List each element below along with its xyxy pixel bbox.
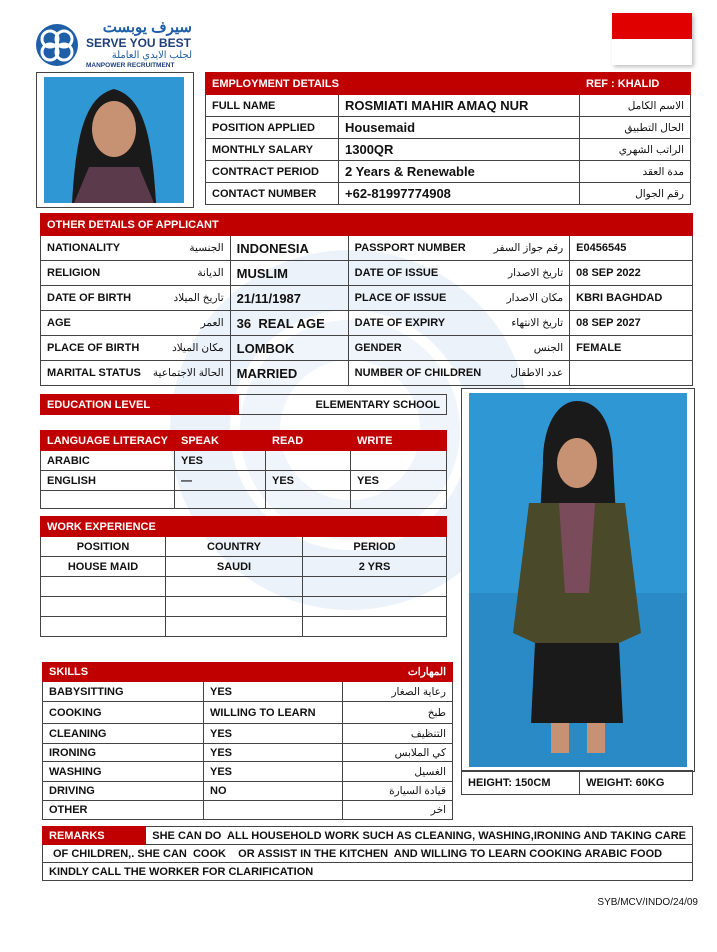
issue-place-value: KBRI BAGHDAD xyxy=(570,286,693,311)
skill-arabic: التنظيف xyxy=(343,724,453,744)
skill-value xyxy=(204,801,343,820)
position-arabic: الحال التطبيق xyxy=(580,117,691,139)
dob-value: 21/11/1987 xyxy=(230,286,348,311)
birthplace-label: PLACE OF BIRTH xyxy=(41,336,147,361)
remarks-table xyxy=(42,826,693,881)
gender-arabic: الجنس xyxy=(487,336,570,361)
skill-arabic: رعاية الصغار xyxy=(343,682,453,702)
expiry-label: DATE OF EXPIRY xyxy=(348,311,487,336)
language-name xyxy=(41,491,175,509)
education-label: EDUCATION LEVEL xyxy=(41,395,239,415)
issue-date-value: 08 SEP 2022 xyxy=(570,261,693,286)
work-period xyxy=(303,577,447,597)
age-arabic: العمر xyxy=(147,311,230,336)
passport-value: E0456545 xyxy=(570,236,693,261)
religion-label: RELIGION xyxy=(41,261,147,286)
remarks-line-3: KINDLY CALL THE WORKER FOR CLARIFICATION xyxy=(43,863,693,881)
work-position xyxy=(41,577,166,597)
age-label: AGE xyxy=(41,311,147,336)
skill-label: IRONING xyxy=(43,744,204,762)
age-value: 36 REAL AGE xyxy=(230,311,348,336)
work-col-position: POSITION xyxy=(41,537,166,557)
skill-label: BABYSITTING xyxy=(43,682,204,702)
work-period: 2 YRS xyxy=(303,557,447,577)
work-period xyxy=(303,617,447,637)
indonesia-flag xyxy=(612,13,692,65)
work-country xyxy=(166,597,303,617)
passport-label: PASSPORT NUMBER xyxy=(348,236,487,261)
education-value: ELEMENTARY SCHOOL xyxy=(239,395,447,415)
skill-value: NO xyxy=(204,782,343,801)
applicant-full-body-photo xyxy=(461,388,695,772)
contact-value: +62-81997774908 xyxy=(339,183,580,205)
full-name-label: FULL NAME xyxy=(206,95,339,117)
skill-value: WILLING TO LEARN xyxy=(204,702,343,724)
skill-arabic: الغسيل xyxy=(343,762,453,782)
applicant-portrait-photo xyxy=(36,72,194,208)
language-write xyxy=(351,491,447,509)
full-name-arabic: الاسم الكامل xyxy=(580,95,691,117)
employment-header: EMPLOYMENT DETAILS xyxy=(206,73,580,95)
language-speak: — xyxy=(175,471,266,491)
religion-arabic: الديانة xyxy=(147,261,230,286)
salary-value: 1300QR xyxy=(339,139,580,161)
work-col-country: COUNTRY xyxy=(166,537,303,557)
language-speak: YES xyxy=(175,451,266,471)
contact-label: CONTACT NUMBER xyxy=(206,183,339,205)
position-value: Housemaid xyxy=(339,117,580,139)
issue-place-arabic: مكان الاصدار xyxy=(487,286,570,311)
full-name-value: ROSMIATI MAHIR AMAQ NUR xyxy=(339,95,580,117)
nationality-label: NATIONALITY xyxy=(41,236,147,261)
language-write xyxy=(351,451,447,471)
expiry-value: 08 SEP 2027 xyxy=(570,311,693,336)
religion-value: MUSLIM xyxy=(230,261,348,286)
skills-header: SKILLS xyxy=(43,663,343,682)
skill-arabic: طبخ xyxy=(343,702,453,724)
skill-arabic: قيادة السيارة xyxy=(343,782,453,801)
document-code: SYB/MCV/INDO/24/09 xyxy=(597,897,698,908)
measurements-table xyxy=(461,770,693,795)
skill-label: CLEANING xyxy=(43,724,204,744)
weight-value: WEIGHT: 60KG xyxy=(580,771,693,795)
company-logo xyxy=(34,20,194,72)
children-label: NUMBER OF CHILDREN xyxy=(348,361,487,386)
marital-value: MARRIED xyxy=(230,361,348,386)
skill-value: YES xyxy=(204,682,343,702)
other-details-table xyxy=(40,213,693,386)
logo-arabic: سيرف يوبست xyxy=(102,19,192,36)
skill-label: WASHING xyxy=(43,762,204,782)
write-header: WRITE xyxy=(351,431,447,451)
work-experience-table xyxy=(40,516,447,637)
skill-arabic: اخر xyxy=(343,801,453,820)
work-header: WORK EXPERIENCE xyxy=(41,517,303,537)
issue-place-label: PLACE OF ISSUE xyxy=(348,286,487,311)
contact-arabic: رقم الجوال xyxy=(580,183,691,205)
other-details-header: OTHER DETAILS OF APPLICANT xyxy=(41,214,349,236)
logo-sub: MANPOWER RECRUITMENT xyxy=(86,62,175,69)
gender-label: GENDER xyxy=(348,336,487,361)
language-read: YES xyxy=(266,471,351,491)
language-name: ARABIC xyxy=(41,451,175,471)
skills-table xyxy=(42,662,453,820)
work-position: HOUSE MAID xyxy=(41,557,166,577)
work-period xyxy=(303,597,447,617)
read-header: READ xyxy=(266,431,351,451)
ref-label: REF : KHALID xyxy=(580,73,691,95)
dob-label: DATE OF BIRTH xyxy=(41,286,147,311)
issue-date-arabic: تاريخ الاصدار xyxy=(487,261,570,286)
skill-value: YES xyxy=(204,724,343,744)
speak-header: SPEAK xyxy=(175,431,266,451)
language-read xyxy=(266,491,351,509)
nationality-arabic: الجنسية xyxy=(147,236,230,261)
language-write: YES xyxy=(351,471,447,491)
work-country xyxy=(166,617,303,637)
logo-sub-arabic: لجلب الايدي العاملة xyxy=(111,50,192,61)
work-col-period: PERIOD xyxy=(303,537,447,557)
children-arabic: عدد الاطفال xyxy=(487,361,570,386)
language-speak xyxy=(175,491,266,509)
skill-value: YES xyxy=(204,744,343,762)
language-header: LANGUAGE LITERACY xyxy=(41,431,175,451)
salary-label: MONTHLY SALARY xyxy=(206,139,339,161)
contract-label: CONTRACT PERIOD xyxy=(206,161,339,183)
salary-arabic: الراتب الشهري xyxy=(580,139,691,161)
work-country: SAUDI xyxy=(166,557,303,577)
birthplace-arabic: مكان الميلاد xyxy=(147,336,230,361)
employment-details-table xyxy=(205,72,691,205)
remarks-line-2: OF CHILDREN,. SHE CAN COOK OR ASSIST IN THE KITCHEN AND WILLING TO LEARN COOKING ARABIC FOOD xyxy=(43,845,693,863)
skill-arabic: كي الملابس xyxy=(343,744,453,762)
contract-arabic: مدة العقد xyxy=(580,161,691,183)
passport-arabic: رقم جواز السفر xyxy=(487,236,570,261)
dob-arabic: تاريخ الميلاد xyxy=(147,286,230,311)
issue-date-label: DATE OF ISSUE xyxy=(348,261,487,286)
remarks-label: REMARKS xyxy=(43,827,146,845)
skill-label: DRIVING xyxy=(43,782,204,801)
nationality-value: INDONESIA xyxy=(230,236,348,261)
children-value xyxy=(570,361,693,386)
skill-label: COOKING xyxy=(43,702,204,724)
logo-name: SERVE YOU BEST xyxy=(86,36,191,50)
position-label: POSITION APPLIED xyxy=(206,117,339,139)
education-table xyxy=(40,394,447,415)
remarks-line-1: SHE CAN DO ALL HOUSEHOLD WORK SUCH AS CLEANING, WASHING,IRONING AND TAKING CARE xyxy=(146,827,693,845)
marital-label: MARITAL STATUS xyxy=(41,361,147,386)
marital-arabic: الحالة الاجتماعية xyxy=(147,361,230,386)
expiry-arabic: تاريخ الانتهاء xyxy=(487,311,570,336)
work-position xyxy=(41,597,166,617)
language-table xyxy=(40,430,447,509)
language-name: ENGLISH xyxy=(41,471,175,491)
work-position xyxy=(41,617,166,637)
skill-value: YES xyxy=(204,762,343,782)
skill-label: OTHER xyxy=(43,801,204,820)
gender-value: FEMALE xyxy=(570,336,693,361)
skills-header-arabic: المهارات xyxy=(343,663,453,682)
height-value: HEIGHT: 150CM xyxy=(462,771,580,795)
logo-knot-icon xyxy=(34,22,80,68)
work-country xyxy=(166,577,303,597)
contract-value: 2 Years & Renewable xyxy=(339,161,580,183)
birthplace-value: LOMBOK xyxy=(230,336,348,361)
language-read xyxy=(266,451,351,471)
